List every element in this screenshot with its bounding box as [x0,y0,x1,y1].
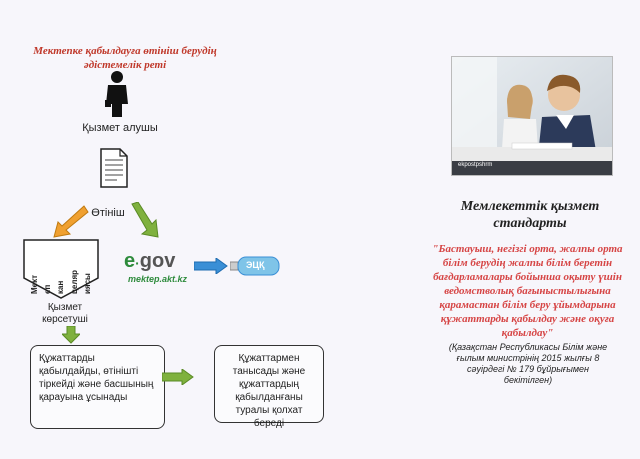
standard-title-line2: стандарты [493,216,567,231]
standard-title [440,198,620,232]
ecp-label: ЭЦҚ [246,260,265,270]
step-box-1 [30,345,165,429]
document-icon [100,148,128,188]
office-text-1: Мект [30,274,40,294]
recipient-label: Қызмет алушы [82,122,158,134]
office-text-5: иясы [82,273,92,294]
step-box-2-text: Құжаттармен танысады және құжаттардың қабылданғаны туралы қолхат береді [232,353,306,429]
office-pentagon [22,238,100,300]
process-title-line2: әдістемелік реті [83,59,167,71]
orange-arrow-icon [50,204,90,240]
provider-label-line1: Қызмет [47,302,83,313]
approval-note: (Қазақстан Республикасы Білім және ғылым министрінің 2015 жылғы 8 сәуірдегі № 179 бұйрығымен бекітілген) [448,342,608,385]
process-title [20,44,230,72]
provider-label-line2: көрсетуші [42,314,88,325]
green-down-arrow-icon [62,326,80,344]
application-label: Өтініш [91,207,125,219]
provider-label [30,302,100,326]
process-title-line1: Мектепке қабылдауға өтініш берудің [33,45,217,57]
step-box-2 [214,345,324,429]
office-text-4: целяр [69,269,79,294]
egov-logo-gov: gov [139,250,176,272]
office-text-2: еп [43,284,53,294]
egov-link[interactable]: mektep.akt.kz [128,274,188,284]
blue-arrow-icon [194,258,228,274]
green-arrow-icon [128,202,162,240]
standard-title-line1: Мемлекеттік қызмет [460,199,600,214]
photo-caption: ekpostpshrm [458,162,493,168]
step-box-1-text: Құжаттарды қабылдайды, өтінішті тіркейді және басшының қарауына ұсынады [39,353,154,403]
office-text-3: кан [56,280,66,294]
egov-logo: e·gov [124,250,176,272]
green-right-arrow-icon [162,369,194,385]
egov-logo-e: e [124,250,136,272]
person-icon [102,70,132,118]
standard-quote: "Бастауыш, негізгі орта, жалпы орта білім берудің жалпы білім беретін бағдарламалары бойынша оқыту үшін ведомстволық бағыныстылығына қарамастан білім беру ұйымдарына құжаттарды қабылдау және оқуға қабылдау" [432,243,623,339]
classroom-photo [451,56,613,176]
usb-token-icon [230,256,280,276]
